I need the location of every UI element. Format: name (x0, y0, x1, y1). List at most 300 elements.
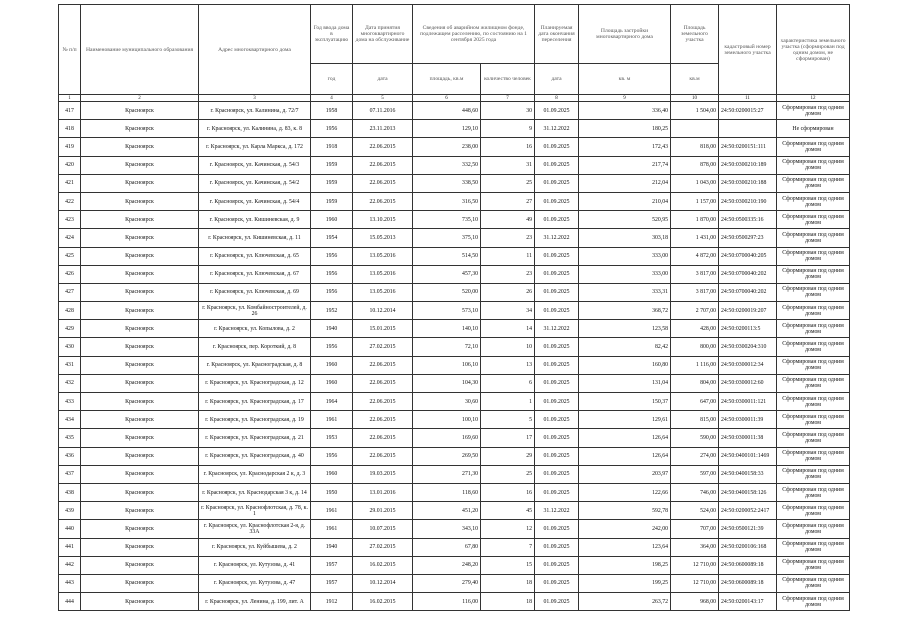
col-header-cadastral: кадастровый номер земельного участка (719, 5, 777, 95)
address-cell: г. Красноярск, ул. Кутузова, д. 47 (199, 574, 311, 592)
municipality-cell: Красноярск (81, 447, 199, 465)
cadastral-cell: 24:50:0700040:205 (719, 247, 777, 265)
address-cell: г. Красноярск, ул. Калинина, д. 72/7 (199, 102, 311, 120)
cadastral-cell: 24:50:0300012:34 (719, 356, 777, 374)
year-cell: 1957 (311, 556, 353, 574)
area-cell: 169,60 (413, 429, 481, 447)
planned-date-cell: 01.09.2025 (535, 302, 579, 320)
people-cell: 10 (481, 338, 535, 356)
planned-date-cell: 01.09.2025 (535, 338, 579, 356)
planned-date-cell: 31.12.2022 (535, 502, 579, 520)
row-number: 435 (59, 429, 81, 447)
people-cell: 49 (481, 211, 535, 229)
land-area-cell: 1 116,00 (671, 356, 719, 374)
year-cell: 1953 (311, 429, 353, 447)
year-cell: 1956 (311, 338, 353, 356)
area-cell: 448,60 (413, 102, 481, 120)
land-area-cell: 1 043,00 (671, 174, 719, 192)
municipality-cell: Красноярск (81, 265, 199, 283)
municipality-cell: Красноярск (81, 520, 199, 538)
land-characteristic-cell: Сформирован под одним домом (777, 283, 850, 301)
building-area-cell: 242,00 (579, 520, 671, 538)
table-row (59, 102, 850, 120)
cadastral-cell: 24:50:0300210:188 (719, 174, 777, 192)
column-number: 4 (311, 95, 353, 102)
municipality-cell: Красноярск (81, 556, 199, 574)
cadastral-cell: 24:50:0200106:168 (719, 538, 777, 556)
area-cell: 100,10 (413, 411, 481, 429)
table-row (59, 483, 850, 501)
municipality-cell: Красноярск (81, 302, 199, 320)
year-cell: 1958 (311, 102, 353, 120)
acceptance-date-cell: 27.02.2015 (353, 338, 413, 356)
table-row (59, 447, 850, 465)
column-number: 2 (81, 95, 199, 102)
acceptance-date-cell: 10.12.2014 (353, 574, 413, 592)
col-header-number: № п/п (59, 5, 81, 95)
area-cell: 279,40 (413, 574, 481, 592)
acceptance-date-cell: 22.06.2015 (353, 393, 413, 411)
area-cell: 316,50 (413, 192, 481, 210)
row-number: 429 (59, 320, 81, 338)
planned-date-cell: 31.12.2022 (535, 320, 579, 338)
area-cell: 735,10 (413, 211, 481, 229)
address-cell: г. Красноярск, пер. Короткий, д. 8 (199, 338, 311, 356)
year-cell: 1940 (311, 320, 353, 338)
people-cell: 26 (481, 283, 535, 301)
land-area-cell: 815,00 (671, 411, 719, 429)
acceptance-date-cell: 13.05.2016 (353, 283, 413, 301)
year-cell: 1956 (311, 265, 353, 283)
cadastral-cell: 24:50:0300210:189 (719, 156, 777, 174)
address-cell: г. Красноярск, ул. Кишиневская, д. 9 (199, 211, 311, 229)
municipality-cell: Красноярск (81, 393, 199, 411)
address-cell: г. Красноярск, ул. Краснодарская 2 к, д. 3 (199, 465, 311, 483)
people-cell: 11 (481, 247, 535, 265)
land-characteristic-cell: Сформирован под одним домом (777, 556, 850, 574)
area-cell: 343,10 (413, 520, 481, 538)
land-area-cell: 428,00 (671, 320, 719, 338)
year-cell: 1961 (311, 520, 353, 538)
year-cell: 1960 (311, 211, 353, 229)
people-cell: 45 (481, 502, 535, 520)
acceptance-date-cell: 22.06.2015 (353, 374, 413, 392)
col-header-land-characteristic: характеристика земельного участка (сформирован под одним домом, не сформирован) (777, 5, 850, 95)
row-number: 434 (59, 411, 81, 429)
cadastral-cell: 24:50:0300011:121 (719, 393, 777, 411)
year-cell: 1952 (311, 302, 353, 320)
building-area-cell: 160,80 (579, 356, 671, 374)
address-cell: г. Красноярск, ул. Красноградская, д. 40 (199, 447, 311, 465)
planned-date-cell: 01.09.2025 (535, 538, 579, 556)
table-row (59, 465, 850, 483)
land-area-cell: 3 817,00 (671, 265, 719, 283)
address-cell: г. Красноярск, ул. Красноградская, д. 17 (199, 393, 311, 411)
land-characteristic-cell: Не сформирован (777, 120, 850, 138)
col-header-acceptance-date: Дата принятия многоквартирного дома на обслуживание (353, 5, 413, 64)
acceptance-date-cell: 22.06.2015 (353, 429, 413, 447)
acceptance-date-cell: 10.12.2014 (353, 302, 413, 320)
land-characteristic-cell: Сформирован под одним домом (777, 411, 850, 429)
table-row (59, 538, 850, 556)
land-area-cell: 12 710,00 (671, 556, 719, 574)
table-row (59, 429, 850, 447)
column-number: 9 (579, 95, 671, 102)
address-cell: г. Красноярск, ул. Красноградская, д. 12 (199, 374, 311, 392)
building-area-cell: 212,04 (579, 174, 671, 192)
people-cell: 25 (481, 174, 535, 192)
table-row (59, 229, 850, 247)
land-area-cell: 1 870,00 (671, 211, 719, 229)
column-number: 3 (199, 95, 311, 102)
year-cell: 1960 (311, 356, 353, 374)
column-number: 11 (719, 95, 777, 102)
acceptance-date-cell: 22.06.2015 (353, 138, 413, 156)
row-number: 428 (59, 302, 81, 320)
cadastral-cell: 24:50:0300210:190 (719, 192, 777, 210)
area-cell: 573,10 (413, 302, 481, 320)
area-cell: 106,10 (413, 356, 481, 374)
cadastral-cell: 24:50:0400158:33 (719, 465, 777, 483)
building-area-cell: 333,31 (579, 283, 671, 301)
land-characteristic-cell: Сформирован под одним домом (777, 229, 850, 247)
land-characteristic-cell: Сформирован под одним домом (777, 574, 850, 592)
table-row (59, 302, 850, 320)
land-characteristic-cell: Сформирован под одним домом (777, 156, 850, 174)
land-area-cell: 968,00 (671, 593, 719, 611)
land-area-cell (671, 120, 719, 138)
subheader-building-area: кв. м (579, 64, 671, 95)
address-cell: г. Красноярск, ул. Красноградская, д. 19 (199, 411, 311, 429)
municipality-cell: Красноярск (81, 538, 199, 556)
cadastral-cell: 24:50:0200019:207 (719, 302, 777, 320)
area-cell: 30,60 (413, 393, 481, 411)
row-number: 421 (59, 174, 81, 192)
land-characteristic-cell: Сформирован под одним домом (777, 593, 850, 611)
building-area-cell: 131,04 (579, 374, 671, 392)
table-row (59, 520, 850, 538)
col-header-year: Год ввода дома в эксплуатацию (311, 5, 353, 64)
people-cell: 17 (481, 429, 535, 447)
column-number: 8 (535, 95, 579, 102)
subheader-date: дата (353, 64, 413, 95)
area-cell: 118,60 (413, 483, 481, 501)
year-cell: 1964 (311, 393, 353, 411)
col-header-planned-date: Планируемая дата окончания переселения (535, 5, 579, 64)
acceptance-date-cell: 13.01.2016 (353, 483, 413, 501)
land-area-cell: 597,00 (671, 465, 719, 483)
year-cell: 1912 (311, 593, 353, 611)
area-cell: 140,10 (413, 320, 481, 338)
year-cell: 1956 (311, 120, 353, 138)
address-cell: г. Красноярск, ул. Кутузова, д. 41 (199, 556, 311, 574)
building-area-cell: 592,78 (579, 502, 671, 520)
table-row (59, 138, 850, 156)
address-cell: г. Красноярск, ул. Красноградская, д. 8 (199, 356, 311, 374)
year-cell: 1957 (311, 574, 353, 592)
housing-table (58, 4, 850, 611)
building-area-cell: 198,25 (579, 556, 671, 574)
year-cell: 1956 (311, 447, 353, 465)
area-cell: 514,50 (413, 247, 481, 265)
people-cell: 5 (481, 411, 535, 429)
table-row (59, 174, 850, 192)
cadastral-cell: 24:50:0500121:39 (719, 520, 777, 538)
address-cell: г. Красноярск, ул. Ленина, д. 199, лит. А (199, 593, 311, 611)
planned-date-cell: 01.09.2025 (535, 429, 579, 447)
cadastral-cell: 24:50:0300011:38 (719, 429, 777, 447)
municipality-cell: Красноярск (81, 502, 199, 520)
acceptance-date-cell: 13.10.2015 (353, 211, 413, 229)
land-characteristic-cell: Сформирован под одним домом (777, 374, 850, 392)
address-cell: г. Красноярск, ул. Комбайностроителей, д. 26 (199, 302, 311, 320)
building-area-cell: 129,61 (579, 411, 671, 429)
land-characteristic-cell: Сформирован под одним домом (777, 356, 850, 374)
cadastral-cell: 24:50:0700040:202 (719, 265, 777, 283)
area-cell: 104,30 (413, 374, 481, 392)
building-area-cell: 122,66 (579, 483, 671, 501)
area-cell: 248,20 (413, 556, 481, 574)
row-number: 418 (59, 120, 81, 138)
row-number: 433 (59, 393, 81, 411)
row-number: 444 (59, 593, 81, 611)
address-cell: г. Красноярск, ул. Ключевская, д. 69 (199, 283, 311, 301)
cadastral-cell: 24:50:0200151:111 (719, 138, 777, 156)
row-number: 423 (59, 211, 81, 229)
row-number: 427 (59, 283, 81, 301)
document-sheet (58, 4, 849, 611)
year-cell: 1960 (311, 374, 353, 392)
area-cell: 67,80 (413, 538, 481, 556)
acceptance-date-cell: 22.06.2015 (353, 156, 413, 174)
planned-date-cell: 01.09.2025 (535, 247, 579, 265)
table-row (59, 356, 850, 374)
building-area-cell: 123,64 (579, 538, 671, 556)
column-number: 6 (413, 95, 481, 102)
area-cell: 451,20 (413, 502, 481, 520)
area-cell: 520,00 (413, 283, 481, 301)
address-cell: г. Красноярск, ул. Копылова, д. 2 (199, 320, 311, 338)
municipality-cell: Красноярск (81, 465, 199, 483)
table-row (59, 574, 850, 592)
planned-date-cell: 01.09.2025 (535, 374, 579, 392)
building-area-cell: 368,72 (579, 302, 671, 320)
column-number: 5 (353, 95, 413, 102)
people-cell: 13 (481, 356, 535, 374)
planned-date-cell: 01.09.2025 (535, 465, 579, 483)
building-area-cell: 520,95 (579, 211, 671, 229)
land-area-cell: 590,00 (671, 429, 719, 447)
land-characteristic-cell: Сформирован под одним домом (777, 447, 850, 465)
subheader-area: площадь, кв.м (413, 64, 481, 95)
people-cell: 23 (481, 229, 535, 247)
planned-date-cell: 01.09.2025 (535, 393, 579, 411)
subheader-land-area: кв.м (671, 64, 719, 95)
table-body (59, 102, 850, 611)
row-number: 441 (59, 538, 81, 556)
address-cell: г. Красноярск, ул. Качинская, д. 54/4 (199, 192, 311, 210)
acceptance-date-cell: 13.05.2016 (353, 265, 413, 283)
column-number: 7 (481, 95, 535, 102)
year-cell: 1961 (311, 502, 353, 520)
people-cell: 9 (481, 120, 535, 138)
year-cell: 1961 (311, 411, 353, 429)
cadastral-cell (719, 120, 777, 138)
cadastral-cell: 24:50:0700040:202 (719, 283, 777, 301)
planned-date-cell: 01.09.2025 (535, 411, 579, 429)
row-number: 426 (59, 265, 81, 283)
building-area-cell: 180,25 (579, 120, 671, 138)
people-cell: 23 (481, 265, 535, 283)
land-characteristic-cell: Сформирован под одним домом (777, 483, 850, 501)
table-row (59, 192, 850, 210)
address-cell: г. Красноярск, ул. Карла Маркса, д. 172 (199, 138, 311, 156)
building-area-cell: 333,00 (579, 247, 671, 265)
land-characteristic-cell: Сформирован под одним домом (777, 174, 850, 192)
municipality-cell: Красноярск (81, 574, 199, 592)
year-cell: 1959 (311, 192, 353, 210)
year-cell: 1950 (311, 483, 353, 501)
table-row (59, 502, 850, 520)
land-area-cell: 1 157,00 (671, 192, 719, 210)
people-cell: 16 (481, 483, 535, 501)
land-area-cell: 2 707,00 (671, 302, 719, 320)
acceptance-date-cell: 16.02.2015 (353, 556, 413, 574)
col-header-address: Адрес многоквартирного дома (199, 5, 311, 95)
address-cell: г. Красноярск, ул. Качинская, д. 54/3 (199, 156, 311, 174)
area-cell: 457,30 (413, 265, 481, 283)
address-cell: г. Красноярск, ул. Кишиневская, д. 11 (199, 229, 311, 247)
municipality-cell: Красноярск (81, 411, 199, 429)
year-cell: 1959 (311, 174, 353, 192)
municipality-cell: Красноярск (81, 211, 199, 229)
people-cell: 7 (481, 538, 535, 556)
people-cell: 6 (481, 374, 535, 392)
col-header-municipality: Наименование муниципального образования (81, 5, 199, 95)
acceptance-date-cell: 23.11.2013 (353, 120, 413, 138)
area-cell: 332,50 (413, 156, 481, 174)
land-area-cell: 1 431,00 (671, 229, 719, 247)
area-cell: 238,00 (413, 138, 481, 156)
year-cell: 1956 (311, 283, 353, 301)
row-number: 430 (59, 338, 81, 356)
acceptance-date-cell: 22.06.2015 (353, 447, 413, 465)
acceptance-date-cell: 29.01.2015 (353, 502, 413, 520)
planned-date-cell: 01.09.2025 (535, 520, 579, 538)
municipality-cell: Красноярск (81, 138, 199, 156)
row-number: 425 (59, 247, 81, 265)
area-cell: 271,30 (413, 465, 481, 483)
col-header-building-area: Площадь застройки многоквартирного дома (579, 5, 671, 64)
municipality-cell: Красноярск (81, 156, 199, 174)
cadastral-cell: 24:50:0400158:126 (719, 483, 777, 501)
column-number: 10 (671, 95, 719, 102)
municipality-cell: Красноярск (81, 283, 199, 301)
planned-date-cell: 01.09.2025 (535, 102, 579, 120)
row-number: 417 (59, 102, 81, 120)
building-area-cell: 126,64 (579, 429, 671, 447)
planned-date-cell: 01.09.2025 (535, 556, 579, 574)
area-cell: 338,50 (413, 174, 481, 192)
cadastral-cell: 24:50:0200015:27 (719, 102, 777, 120)
year-cell: 1940 (311, 538, 353, 556)
row-number: 424 (59, 229, 81, 247)
cadastral-cell: 24:50:0200113:5 (719, 320, 777, 338)
building-area-cell: 336,40 (579, 102, 671, 120)
column-number: 1 (59, 95, 81, 102)
building-area-cell: 199,25 (579, 574, 671, 592)
column-number: 12 (777, 95, 850, 102)
table-row (59, 593, 850, 611)
table-row (59, 393, 850, 411)
table-row (59, 374, 850, 392)
planned-date-cell: 01.09.2025 (535, 192, 579, 210)
cadastral-cell: 24:50:0600089:18 (719, 556, 777, 574)
acceptance-date-cell: 22.06.2015 (353, 174, 413, 192)
cadastral-cell: 24:50:0600089:18 (719, 574, 777, 592)
municipality-cell: Красноярск (81, 320, 199, 338)
cadastral-cell: 24:50:0500335:16 (719, 211, 777, 229)
municipality-cell: Красноярск (81, 356, 199, 374)
col-header-emergency-fund: Сведения об аварийном жилищном фонде, подлежащем расселению, по состоянию на 1 сентября 2025 года (413, 5, 535, 64)
planned-date-cell: 01.09.2025 (535, 447, 579, 465)
people-cell: 18 (481, 574, 535, 592)
people-cell: 15 (481, 556, 535, 574)
area-cell: 375,10 (413, 229, 481, 247)
people-cell: 16 (481, 138, 535, 156)
land-characteristic-cell: Сформирован под одним домом (777, 520, 850, 538)
people-cell: 34 (481, 302, 535, 320)
municipality-cell: Красноярск (81, 102, 199, 120)
people-cell: 25 (481, 465, 535, 483)
acceptance-date-cell: 22.06.2015 (353, 192, 413, 210)
building-area-cell: 303,18 (579, 229, 671, 247)
land-area-cell: 707,00 (671, 520, 719, 538)
cadastral-cell: 24:50:0400101:1469 (719, 447, 777, 465)
table-row (59, 211, 850, 229)
row-number: 437 (59, 465, 81, 483)
acceptance-date-cell: 15.01.2015 (353, 320, 413, 338)
building-area-cell: 263,72 (579, 593, 671, 611)
people-cell: 14 (481, 320, 535, 338)
col-header-land-area: Площадь земельного участка (671, 5, 719, 64)
municipality-cell: Красноярск (81, 247, 199, 265)
row-number: 436 (59, 447, 81, 465)
municipality-cell: Красноярск (81, 429, 199, 447)
cadastral-cell: 24:50:0500297:23 (719, 229, 777, 247)
year-cell: 1918 (311, 138, 353, 156)
land-characteristic-cell: Сформирован под одним домом (777, 338, 850, 356)
area-cell: 72,10 (413, 338, 481, 356)
acceptance-date-cell: 15.05.2013 (353, 229, 413, 247)
acceptance-date-cell: 13.05.2016 (353, 247, 413, 265)
land-area-cell: 3 817,00 (671, 283, 719, 301)
building-area-cell: 126,64 (579, 447, 671, 465)
building-area-cell: 150,37 (579, 393, 671, 411)
land-area-cell: 524,00 (671, 502, 719, 520)
municipality-cell: Красноярск (81, 374, 199, 392)
land-area-cell: 364,00 (671, 538, 719, 556)
acceptance-date-cell: 19.03.2015 (353, 465, 413, 483)
row-number: 431 (59, 356, 81, 374)
land-area-cell: 274,00 (671, 447, 719, 465)
cadastral-cell: 24:50:0200052:2417 (719, 502, 777, 520)
row-number: 438 (59, 483, 81, 501)
people-cell: 27 (481, 192, 535, 210)
address-cell: г. Красноярск, ул. Краснодарская 3 к, д. 14 (199, 483, 311, 501)
planned-date-cell: 01.09.2025 (535, 283, 579, 301)
land-characteristic-cell: Сформирован под одним домом (777, 538, 850, 556)
